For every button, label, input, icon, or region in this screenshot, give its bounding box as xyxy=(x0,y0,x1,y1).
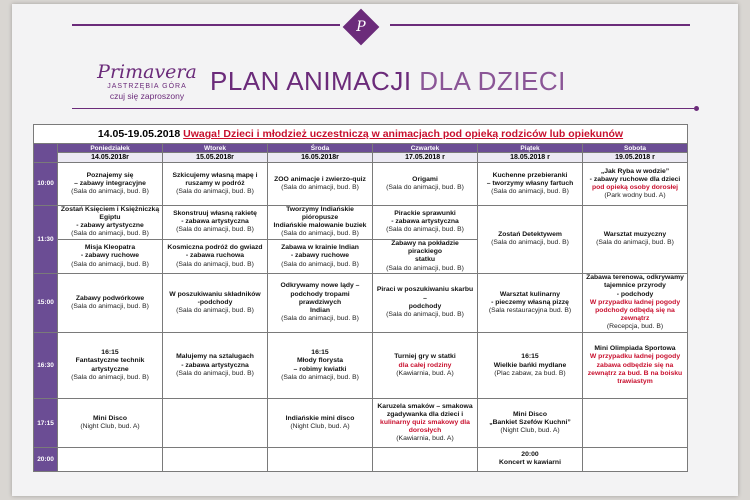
activity-title: Kuchenne przebieranki xyxy=(492,171,568,179)
activity-cell-empty xyxy=(163,447,268,471)
activity-title: Mini Disco xyxy=(513,410,547,418)
activity-cell-empty xyxy=(268,447,373,471)
activity-title: Poznajemy się xyxy=(86,171,134,179)
activity-title: Zabawa terenowa, odkrywamy xyxy=(586,274,684,282)
time-row-1715 xyxy=(34,399,688,447)
activity-location: (Sala do animacji, bud. B) xyxy=(491,188,569,196)
activity-location: (Sala do animacji, bud. B) xyxy=(281,315,359,323)
activity-cell xyxy=(478,163,583,205)
activity-location: (Kawiarnia, bud. A) xyxy=(396,435,454,443)
schedule-header xyxy=(34,125,688,144)
activity-subtitle: - zabawa artystyczna xyxy=(181,361,249,369)
activity-subtitle: podchody tropami prawdziwych xyxy=(290,290,350,306)
activity-cell-empty xyxy=(163,399,268,447)
time-row-1000 xyxy=(34,163,688,205)
activity-location: (Sala do animacji, bud. B) xyxy=(281,230,359,238)
activity-location: (Plac zabaw, za bud. B) xyxy=(494,369,566,377)
activity-title: Odkrywamy nowe lądy – xyxy=(280,282,360,290)
activity-cell xyxy=(478,447,583,471)
activity-title: Tworzymy Indiańskie pióropusze xyxy=(286,205,354,222)
activity-note: dla całej rodziny xyxy=(398,361,452,369)
activity-title: Mini Olimpiada Sportowa xyxy=(594,345,676,353)
day-date: 14.05.2018r xyxy=(58,153,163,163)
activity-title: Pirackie sprawunki xyxy=(394,209,456,217)
activity-note: W przypadku ładnej pogody podchody odbędą się na zewnątrz xyxy=(589,298,681,323)
activity-location: (Sala do animacji, bud. B) xyxy=(176,226,254,234)
activity-title: Piraci w poszukiwaniu skarbu – xyxy=(376,286,474,302)
activity-subtitle: ruszamy w podróż xyxy=(185,179,245,187)
activity-subtitle: statku xyxy=(414,256,436,264)
activity-subtitle: „Bankiet Szefów Kuchni” xyxy=(489,418,571,426)
activity-title: Zostań Księciem i Księżniczką xyxy=(60,205,160,213)
activity-location: (Sala do animacji, bud. B) xyxy=(71,373,149,381)
activity-title: Wielkie bańki mydlane xyxy=(493,361,567,369)
activity-location: (Sala do animacji, bud. B) xyxy=(71,260,149,268)
activity-location: (Night Club, bud. A) xyxy=(290,423,350,431)
activity-title: Misja Kleopatra xyxy=(84,244,136,252)
activity-cell xyxy=(478,205,583,273)
activity-subtitle: - zabawy artystyczne xyxy=(76,222,144,230)
activity-cell xyxy=(58,163,163,205)
activity-cell xyxy=(163,239,268,273)
brand-slogan: czuj się zaproszony xyxy=(109,91,185,101)
activity-cell xyxy=(583,205,688,273)
day-date: 18.05.2018 r xyxy=(478,153,583,163)
day-name: Środa xyxy=(268,144,373,153)
header-dates: 14.05-19.05.2018 xyxy=(97,128,181,141)
time-label: 10:00 xyxy=(34,163,58,205)
activity-location: (Sala do animacji, bud. B) xyxy=(176,188,254,196)
brand-place: JASTRZĘBIA GÓRA xyxy=(107,83,187,90)
day-name-row xyxy=(34,144,688,153)
day-name: Poniedziałek xyxy=(58,144,163,153)
brand-diamond-letter: P xyxy=(356,19,366,35)
activity-subtitle: podchody xyxy=(408,302,442,310)
activity-note: W przypadku ładnej pogody zabawa odbędzie się na zewnątrz za bud. B na boisku trawiastym xyxy=(587,353,683,385)
activity-cell xyxy=(373,399,478,447)
activity-cell xyxy=(58,205,163,239)
activity-location: (Recepcja, bud. B) xyxy=(606,323,664,331)
activity-cell xyxy=(163,163,268,205)
activity-title: Warsztat muzyczny xyxy=(603,231,667,239)
day-date: 19.05.2018 r xyxy=(583,153,688,163)
page-title xyxy=(210,66,566,97)
activity-cell xyxy=(373,332,478,399)
day-name: Wtorek xyxy=(163,144,268,153)
activity-title: Karuzela smaków – smakowa xyxy=(377,402,473,410)
title-rest: DLA DZIECI xyxy=(419,66,566,96)
time-row-2000 xyxy=(34,447,688,471)
activity-cell xyxy=(163,273,268,332)
activity-location: (Sala do animacji, bud. B) xyxy=(386,264,464,272)
activity-title: Indiańskie mini disco xyxy=(285,414,355,422)
activity-subtitle: zgadywanka dla dzieci i xyxy=(386,410,464,418)
activity-cell xyxy=(268,273,373,332)
activity-cell xyxy=(373,205,478,239)
activity-cell xyxy=(583,332,688,399)
activity-note: kulinarny quiz smakowy dla dorosłych xyxy=(380,418,470,435)
activity-subtitle: – robimy kwiatki xyxy=(293,365,347,373)
activity-cell xyxy=(478,273,583,332)
time-label: 15:00 xyxy=(34,273,58,332)
activity-note: pod opieką osoby dorosłej xyxy=(591,183,679,191)
activity-subtitle: – tworzymy własny fartuch xyxy=(486,179,574,187)
activity-title: Szkicujemy własną mapę i xyxy=(172,171,258,179)
activity-cell xyxy=(478,332,583,399)
activity-title: Zostań Detektywem xyxy=(498,231,562,239)
activity-subtitle: – zabawy integracyjne xyxy=(74,179,146,187)
activity-location: (Sala do animacji, bud. B) xyxy=(71,302,149,310)
activity-cell xyxy=(373,239,478,273)
activity-cell xyxy=(163,205,268,239)
activity-time: 16:15 xyxy=(521,353,539,361)
activity-cell-empty xyxy=(58,447,163,471)
day-name: Czwartek xyxy=(373,144,478,153)
activity-title: Mini Disco xyxy=(93,414,127,422)
activity-title: ZOO animacje i zwierzo-quiz xyxy=(274,175,366,183)
day-date: 15.05.2018r xyxy=(163,153,268,163)
activity-title: Turniej gry w statki xyxy=(394,353,456,361)
activity-title: Zabawy na pokładzie pirackiego xyxy=(391,240,459,256)
activity-cell xyxy=(268,205,373,239)
activity-subtitle: artystyczne xyxy=(91,365,129,373)
activity-title: Młody florysta xyxy=(296,357,344,365)
activity-subtitle: - zabawy ruchowe dla dzieci xyxy=(589,175,681,183)
activity-cell xyxy=(268,239,373,273)
header-notice: Uwaga! Dzieci i młodzież uczestniczą w animacjach pod opieką rodziców lub opiekunów xyxy=(183,128,624,141)
activity-cell xyxy=(58,239,163,273)
activity-location: (Night Club, bud. A) xyxy=(500,427,560,435)
activity-title: Fantastyczne technik xyxy=(75,357,145,365)
activity-cell xyxy=(268,163,373,205)
activity-location: (Sala do animacji, bud. B) xyxy=(176,307,254,314)
activity-location: (Sala do animacji, bud. B) xyxy=(71,230,149,238)
activity-title: „Jak Ryba w wodzie” xyxy=(600,167,670,175)
activity-subtitle: - zabawy ruchowe xyxy=(80,252,140,260)
activity-location: (Sala do animacji, bud. B) xyxy=(176,369,254,377)
activity-location: (Sala do animacji, bud. B) xyxy=(386,183,464,191)
activity-cell xyxy=(478,399,583,447)
activity-subtitle: - zabawa ruchowa xyxy=(185,252,245,260)
top-rule-right xyxy=(390,24,690,26)
activity-title: Kosmiczna podróż do gwiazd xyxy=(167,244,263,252)
top-rule-left xyxy=(72,24,340,26)
brand-logo xyxy=(92,62,202,101)
activity-cell xyxy=(58,332,163,399)
activity-location: (Sala do animacji, bud. B) xyxy=(491,239,569,247)
activity-title: Zabawa w krainie Indian xyxy=(281,244,359,252)
time-label: 11:30 xyxy=(34,205,58,273)
activity-subtitle: Indian xyxy=(309,307,330,314)
schedule-table xyxy=(33,124,688,472)
brand-name: Primavera xyxy=(97,61,197,83)
activity-location: (Sala do animacji, bud. B) xyxy=(596,239,674,247)
activity-location: (Sala do animacji, bud. B) xyxy=(176,260,254,268)
activity-title: Zabawy podwórkowe xyxy=(75,294,145,302)
time-row-1130a xyxy=(34,205,688,239)
activity-subtitle: -podchody xyxy=(197,298,233,306)
activity-cell xyxy=(583,273,688,332)
activity-location: (Park wodny bud. A) xyxy=(604,192,666,200)
schedule-header-row xyxy=(34,125,688,144)
activity-cell xyxy=(373,163,478,205)
day-date: 17.05.2018 r xyxy=(373,153,478,163)
time-label: 17:15 xyxy=(34,399,58,447)
activity-subtitle: - zabawa artystyczna xyxy=(391,218,459,226)
activity-subtitle: tajemnice przyrody xyxy=(604,282,666,290)
activity-cell xyxy=(268,399,373,447)
activity-cell-empty xyxy=(373,447,478,471)
activity-cell xyxy=(373,273,478,332)
activity-time: 16:15 xyxy=(311,349,329,357)
activity-subtitle: - pieczemy własną pizzę xyxy=(491,298,569,306)
activity-location: (Sala do animacji, bud. B) xyxy=(281,183,359,191)
activity-location: (Night Club, bud. A) xyxy=(80,423,140,431)
day-date-row xyxy=(34,153,688,163)
activity-cell xyxy=(583,163,688,205)
activity-title: Origami xyxy=(412,175,438,183)
activity-location: (Sala do animacji, bud. B) xyxy=(386,311,464,319)
time-label: 20:00 xyxy=(34,447,58,471)
divider-rule xyxy=(72,108,694,109)
day-name: Piątek xyxy=(478,144,583,153)
activity-location: (Sala do animacji, bud. B) xyxy=(71,188,149,196)
activity-location: (Sala restauracyjna bud. B) xyxy=(488,307,572,314)
activity-title: Koncert w kawiarni xyxy=(499,459,561,467)
time-label: 16:30 xyxy=(34,332,58,399)
activity-cell xyxy=(58,399,163,447)
day-name: Sobota xyxy=(583,144,688,153)
time-row-1500 xyxy=(34,273,688,332)
activity-location: (Kawiarnia, bud. A) xyxy=(396,369,454,377)
activity-title: Warsztat kulinarny xyxy=(499,290,561,298)
activity-location: (Sala do animacji, bud. B) xyxy=(281,373,359,381)
time-row-1630 xyxy=(34,332,688,399)
day-date: 16.05.2018r xyxy=(268,153,373,163)
activity-cell xyxy=(163,332,268,399)
activity-location: (Sala do animacji, bud. B) xyxy=(386,226,464,234)
activity-title: Malujemy na sztalugach xyxy=(176,353,254,361)
activity-time: 16:15 xyxy=(101,349,119,357)
activity-subtitle: - podchody xyxy=(616,290,654,298)
activity-subtitle: - zabawa artystyczna xyxy=(181,218,249,226)
activity-title: Skonstruuj własną rakietę xyxy=(173,209,257,217)
activity-cell xyxy=(58,273,163,332)
activity-cell-empty xyxy=(583,399,688,447)
divider-dot xyxy=(694,106,699,111)
title-main: PLAN ANIMACJI xyxy=(210,66,412,96)
activity-time: 20:00 xyxy=(521,451,539,459)
activity-cell-empty xyxy=(583,447,688,471)
activity-cell xyxy=(268,332,373,399)
activity-subtitle: Indiańskie malowanie buziek xyxy=(273,222,367,230)
activity-subtitle: - zabawy ruchowe xyxy=(290,252,350,260)
activity-title: Egiptu xyxy=(99,214,121,222)
activity-title: W poszukiwaniu składników xyxy=(169,290,261,298)
activity-location: (Sala do animacji, bud. B) xyxy=(281,260,359,268)
corner-cell xyxy=(34,144,58,163)
